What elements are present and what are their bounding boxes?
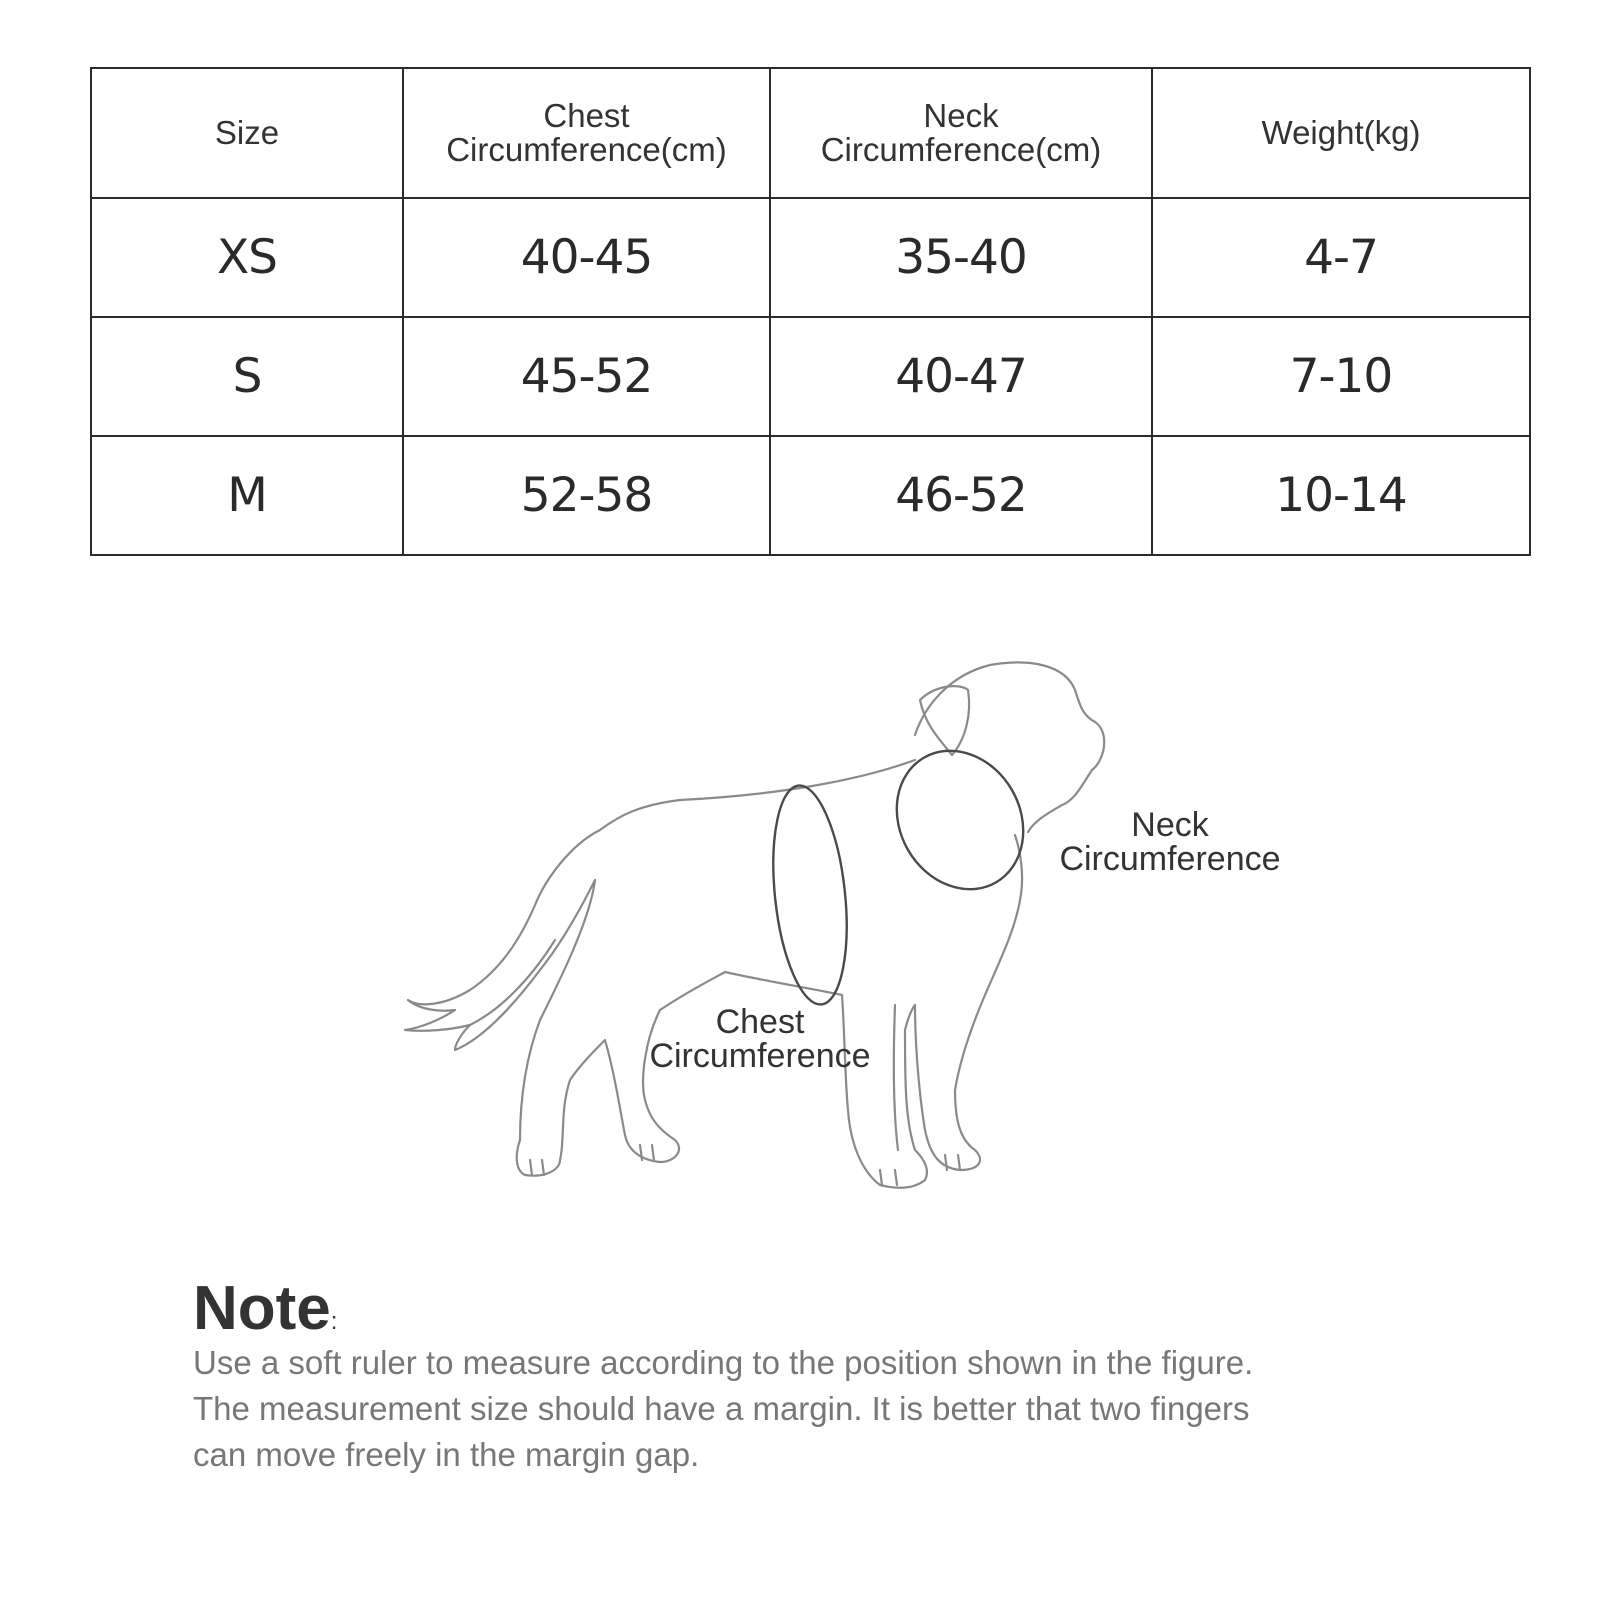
dog-paw-detail bbox=[530, 1145, 960, 1185]
cell-weight: 10-14 bbox=[1152, 436, 1530, 555]
table-header-row bbox=[91, 68, 1530, 198]
cell-neck: 46-52 bbox=[770, 436, 1152, 555]
cell-size: S bbox=[91, 317, 403, 436]
dog-ear-outline bbox=[920, 686, 969, 755]
dog-measurement-illustration bbox=[0, 600, 1601, 1240]
header-neck-circumference: Neck Circumference(cm) bbox=[770, 68, 1152, 198]
header-weight: Weight(kg) bbox=[1152, 68, 1530, 198]
note-line: Use a soft ruler to measure according to the position shown in the figure. bbox=[193, 1344, 1254, 1381]
cell-weight: 7-10 bbox=[1152, 317, 1530, 436]
table-row bbox=[91, 198, 1530, 317]
chest-circumference-label: Chest Circumference bbox=[649, 1003, 871, 1075]
table-row bbox=[91, 436, 1530, 555]
cell-chest: 45-52 bbox=[403, 317, 770, 436]
neck-circumference-label: Neck Circumference bbox=[1059, 806, 1281, 878]
table-row bbox=[91, 317, 1530, 436]
note-heading bbox=[193, 1274, 1443, 1343]
cell-chest: 52-58 bbox=[403, 436, 770, 555]
chest-measure-loop bbox=[764, 782, 857, 1008]
header-size: Size bbox=[91, 68, 403, 198]
note-line: The measurement size should have a margin. It is better that two fingers bbox=[193, 1390, 1250, 1427]
dog-tail-inner bbox=[470, 940, 555, 1025]
size-chart-table bbox=[90, 67, 1531, 556]
note-line: can move freely in the margin gap. bbox=[193, 1436, 700, 1473]
dog-leg-inner bbox=[894, 1005, 898, 1150]
note-colon: : bbox=[330, 1308, 338, 1335]
cell-size: M bbox=[91, 436, 403, 555]
note-section bbox=[193, 1274, 1443, 1478]
cell-size: XS bbox=[91, 198, 403, 317]
note-title: Note bbox=[193, 1274, 331, 1343]
note-body bbox=[193, 1340, 1443, 1478]
header-chest-circumference: Chest Circumference(cm) bbox=[403, 68, 770, 198]
dog-body-outline bbox=[405, 760, 1022, 1188]
cell-neck: 35-40 bbox=[770, 198, 1152, 317]
cell-neck: 40-47 bbox=[770, 317, 1152, 436]
cell-weight: 4-7 bbox=[1152, 198, 1530, 317]
cell-chest: 40-45 bbox=[403, 198, 770, 317]
